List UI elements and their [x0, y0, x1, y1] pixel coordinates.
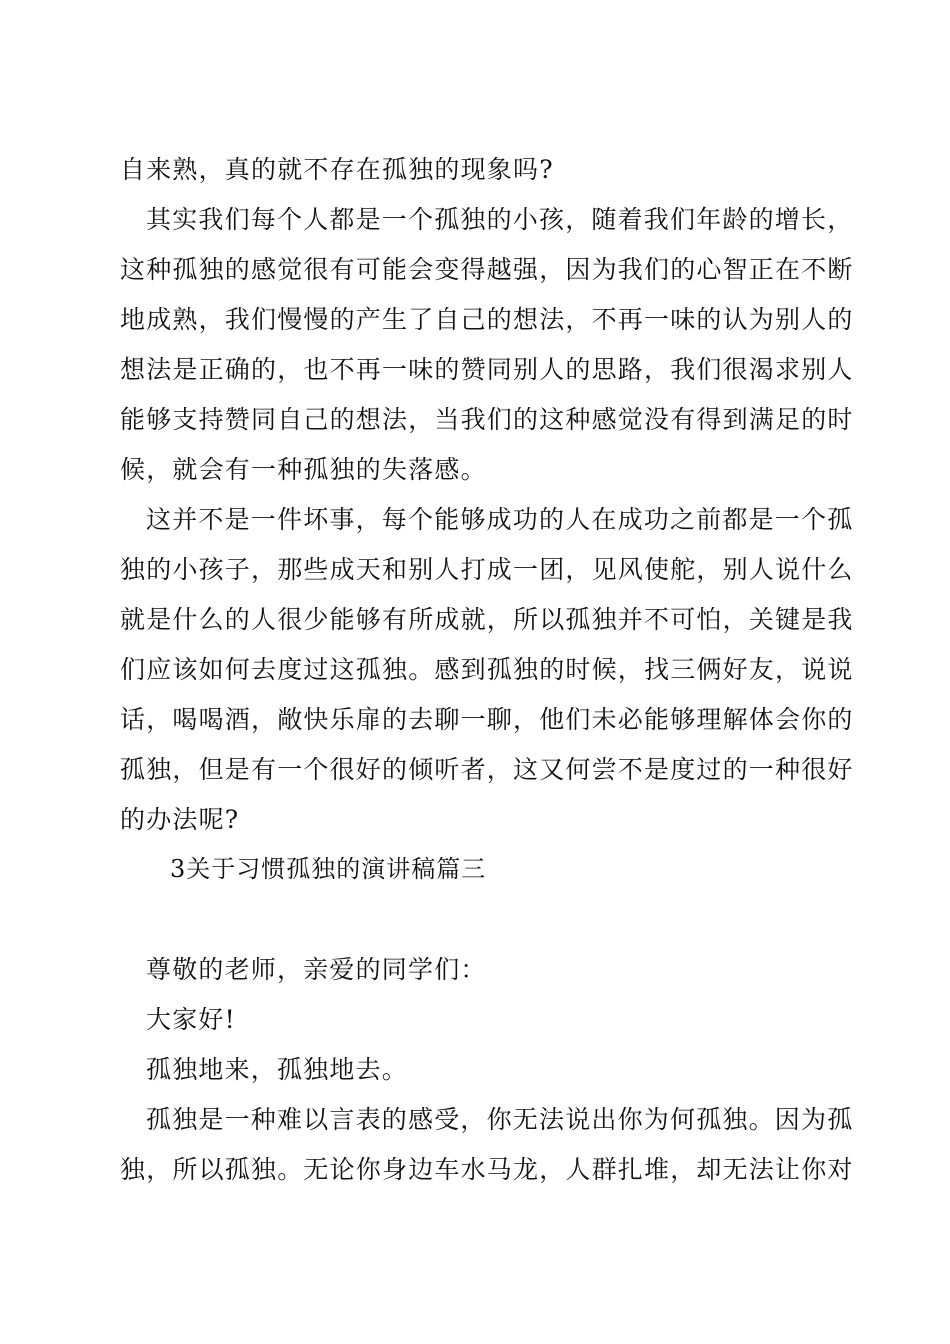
paragraph-line: 能够支持赞同自己的想法，当我们的这种感觉没有得到满足的时: [120, 405, 854, 434]
paragraph-line: 的办法呢?: [120, 805, 240, 834]
paragraph-line: 自来熟，真的就不存在孤独的现象吗?: [120, 155, 554, 184]
paragraph-line: 想法是正确的，也不再一味的赞同别人的思路，我们很渴求别人: [120, 355, 854, 384]
paragraph-line: 这并不是一件坏事，每个能够成功的人在成功之前都是一个孤: [146, 505, 854, 534]
speech-greeting: 尊敬的老师，亲爱的同学们：: [146, 955, 487, 984]
paragraph-line: 其实我们每个人都是一个孤独的小孩，随着我们年龄的增长，: [146, 205, 854, 234]
paragraph-line: 独的小孩子，那些成天和别人打成一团，见风使舵，别人说什么: [120, 555, 854, 584]
speech-line: 孤独是一种难以言表的感受，你无法说出你为何孤独。因为孤: [146, 1105, 854, 1134]
paragraph-line: 们应该如何去度过这孤独。感到孤独的时候，找三俩好友，说说: [120, 655, 854, 684]
speech-line: 大家好!: [146, 1005, 236, 1034]
speech-line: 独，所以孤独。无论你身边车水马龙，人群扎堆，却无法让你对: [120, 1155, 854, 1184]
paragraph-line: 孤独，但是有一个很好的倾听者，这又何尝不是度过的一种很好: [120, 755, 854, 784]
section-title: 3关于习惯孤独的演讲稿篇三: [170, 855, 487, 883]
paragraph-line: 就是什么的人很少能够有所成就，所以孤独并不可怕，关键是我: [120, 605, 854, 634]
speech-line: 孤独地来，孤独地去。: [146, 1055, 409, 1084]
paragraph-line: 地成熟，我们慢慢的产生了自己的想法，不再一味的认为别人的: [120, 305, 854, 334]
paragraph-line: 话，喝喝酒，敞快乐扉的去聊一聊，他们未必能够理解体会你的: [120, 705, 854, 734]
paragraph-line: 候，就会有一种孤独的失落感。: [120, 455, 487, 484]
paragraph-line: 这种孤独的感觉很有可能会变得越强，因为我们的心智正在不断: [120, 255, 854, 284]
